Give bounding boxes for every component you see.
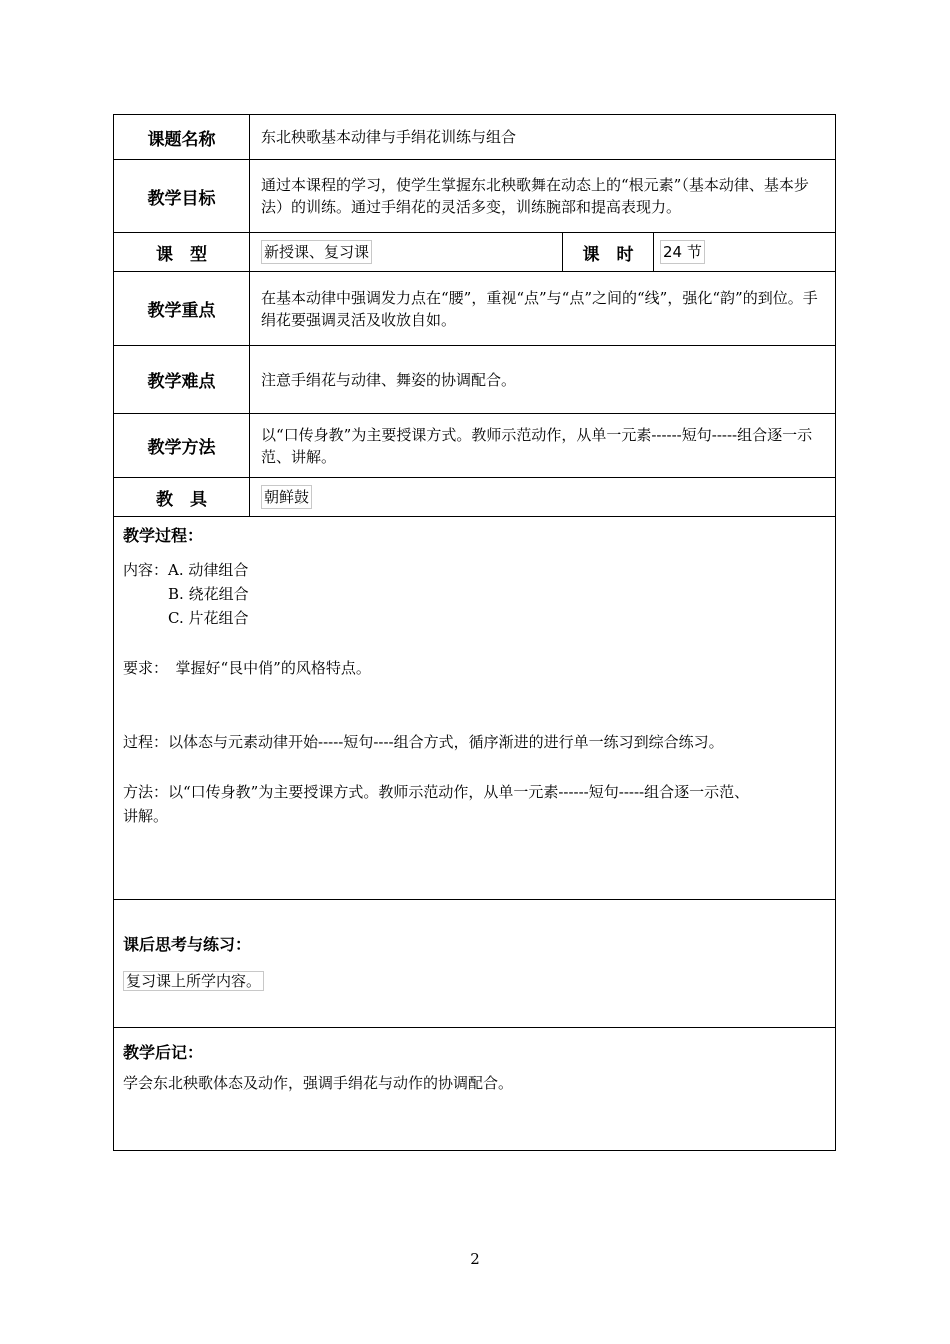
teaching-tools-label: 教 具 bbox=[114, 478, 250, 516]
teaching-tools-cell bbox=[251, 478, 835, 516]
content-item-c: C. 片花组合 bbox=[168, 609, 249, 627]
row-teaching-method bbox=[114, 414, 835, 478]
content-block bbox=[123, 558, 826, 630]
row-course-title bbox=[114, 115, 835, 160]
row-teaching-tools bbox=[114, 478, 835, 517]
method-text-line-1: 方法：以“口传身教”为主要授课方式。教师示范动作，从单一元素------短句-----组合逐一示范、 bbox=[123, 783, 750, 801]
course-hours-value: 24 节 bbox=[660, 240, 705, 264]
row-course-type bbox=[114, 233, 835, 272]
key-points-label: 教学重点 bbox=[114, 272, 250, 345]
difficult-points-value: 注意手绢花与动律、舞姿的协调配合。 bbox=[261, 370, 517, 389]
teaching-goal-label: 教学目标 bbox=[114, 160, 250, 232]
homework-value-wrap bbox=[123, 969, 826, 993]
content-item-b: B. 绕花组合 bbox=[168, 585, 249, 603]
row-key-points bbox=[114, 272, 835, 346]
course-hours-cell bbox=[654, 233, 835, 271]
content-prefix: 内容： bbox=[123, 561, 169, 579]
homework-value: 复习课上所学内容。 bbox=[123, 971, 264, 991]
row-difficult-points bbox=[114, 346, 835, 414]
difficult-points-label: 教学难点 bbox=[114, 346, 250, 413]
homework-title: 课后思考与练习： bbox=[123, 935, 252, 954]
procedure-text: 过程：以体态与元素动律开始-----短句----组合方式，循序渐进的进行单一练习到综合练习。 bbox=[123, 733, 724, 751]
teaching-notes-section bbox=[114, 1028, 835, 1150]
teaching-tools-value: 朝鲜鼓 bbox=[261, 485, 312, 509]
key-points-value: 在基本动律中强调发力点在“腰”，重视“点”与“点”之间的“线”，强化“韵”的到位。手绢花要强调灵活及收放自如。 bbox=[261, 288, 818, 329]
lesson-plan-table bbox=[113, 114, 836, 1151]
teaching-goal-value: 通过本课程的学习，使学生掌握东北秧歌舞在动态上的“根元素”（基本动律、基本步法）的训练。通过手绢花的灵活多变，训练腕部和提高表现力。 bbox=[261, 176, 809, 216]
method-text-line-2: 讲解。 bbox=[123, 807, 169, 825]
requirement-text: 要求： 掌握好“艮中俏”的风格特点。 bbox=[123, 659, 371, 677]
course-type-label: 课 型 bbox=[114, 233, 250, 271]
course-hours-label: 课 时 bbox=[562, 233, 654, 271]
course-type-value: 新授课、复习课 bbox=[261, 240, 372, 264]
teaching-process-title: 教学过程： bbox=[123, 526, 204, 545]
content-items bbox=[168, 558, 249, 630]
homework-section bbox=[114, 900, 835, 1028]
course-type-cell bbox=[251, 233, 563, 271]
course-title-value: 东北秧歌基本动律与手绢花训练与组合 bbox=[261, 128, 517, 146]
teaching-method-value: 以“口传身教”为主要授课方式。教师示范动作，从单一元素------短句-----组合逐一示范、讲解。 bbox=[261, 425, 813, 466]
row-teaching-goal bbox=[114, 160, 835, 233]
teaching-process-section bbox=[114, 517, 835, 900]
teaching-notes-title: 教学后记： bbox=[123, 1043, 204, 1062]
teaching-notes-value: 学会东北秧歌体态及动作，强调手绢花与动作的协调配合。 bbox=[123, 1074, 514, 1092]
page-number: 2 bbox=[470, 1250, 480, 1268]
content-item-a: A. 动律组合 bbox=[168, 561, 249, 579]
teaching-method-label: 教学方法 bbox=[114, 414, 250, 477]
course-title-label: 课题名称 bbox=[114, 115, 250, 159]
